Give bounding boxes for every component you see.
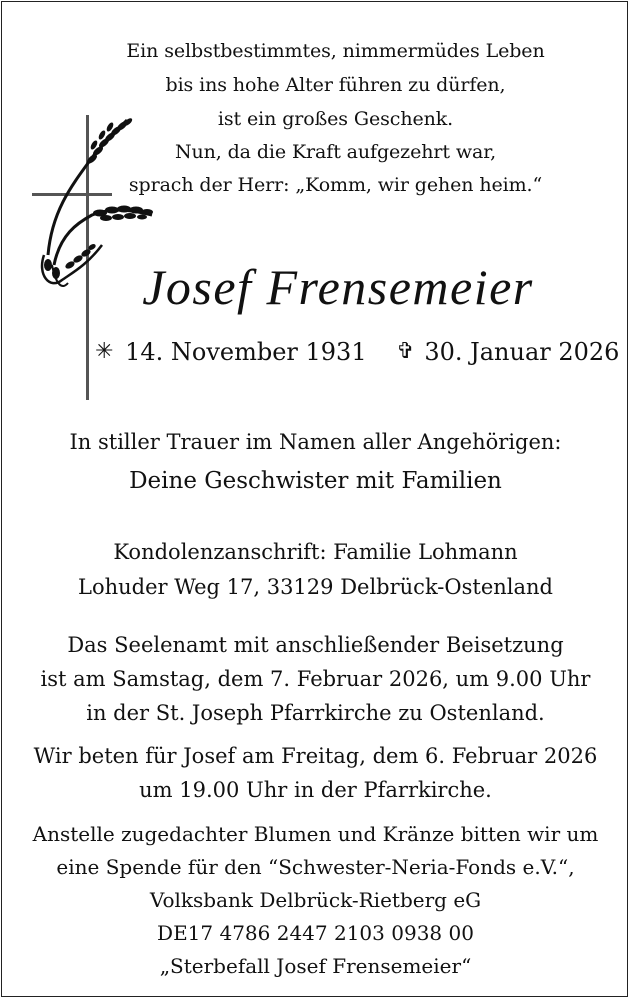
mourning-intro: In stiller Trauer im Namen aller Angehörigen: <box>69 430 562 454</box>
donation-reference: „Sterbefall Josef Frensemeier“ <box>159 954 472 978</box>
poem-line: sprach der Herr: „Komm, wir gehen heim.“ <box>128 174 543 196</box>
mourners: Deine Geschwister mit Familien <box>129 468 502 494</box>
deceased-name: Josef Frensemeier <box>142 259 534 315</box>
requiem-line: in der St. Joseph Pfarrkirche zu Ostenland. <box>86 701 545 725</box>
requiem-line: Das Seelenamt mit anschließender Beisetzung <box>67 633 564 657</box>
donation-line: Volksbank Delbrück-Rietberg eG <box>149 888 482 912</box>
poem-line: Ein selbstbestimmtes, nimmermüdes Leben <box>126 40 545 62</box>
requiem-line: ist am Samstag, dem 7. Februar 2026, um 9.00 Uhr <box>40 667 591 691</box>
cross-icon: ✞ <box>396 339 415 364</box>
poem-line: Nun, da die Kraft aufgezehrt war, <box>174 141 497 163</box>
donation-iban: DE17 4786 2447 2103 0938 00 <box>157 921 474 945</box>
donation-line: Anstelle zugedachter Blumen und Kränze bitten wir um <box>32 822 599 846</box>
birth-star-icon: ✳ <box>95 339 114 364</box>
birth-date: 14. November 1931 <box>125 337 367 366</box>
prayer-line: Wir beten für Josef am Freitag, dem 6. Februar 2026 <box>33 744 598 768</box>
prayer-line: um 19.00 Uhr in der Pfarrkirche. <box>139 778 492 802</box>
life-dates <box>95 336 619 366</box>
condolence-line: Kondolenzanschrift: Familie Lohmann <box>113 540 518 564</box>
death-date: 30. Januar 2026 <box>424 337 620 366</box>
poem-line: bis ins hohe Alter führen zu dürfen, <box>165 74 506 96</box>
donation-line: eine Spende für den “Schwester-Neria-Fonds e.V.“, <box>56 855 575 879</box>
condolence-line: Lohuder Weg 17, 33129 Delbrück-Ostenland <box>78 575 553 599</box>
poem-line: ist ein großes Geschenk. <box>217 108 454 130</box>
